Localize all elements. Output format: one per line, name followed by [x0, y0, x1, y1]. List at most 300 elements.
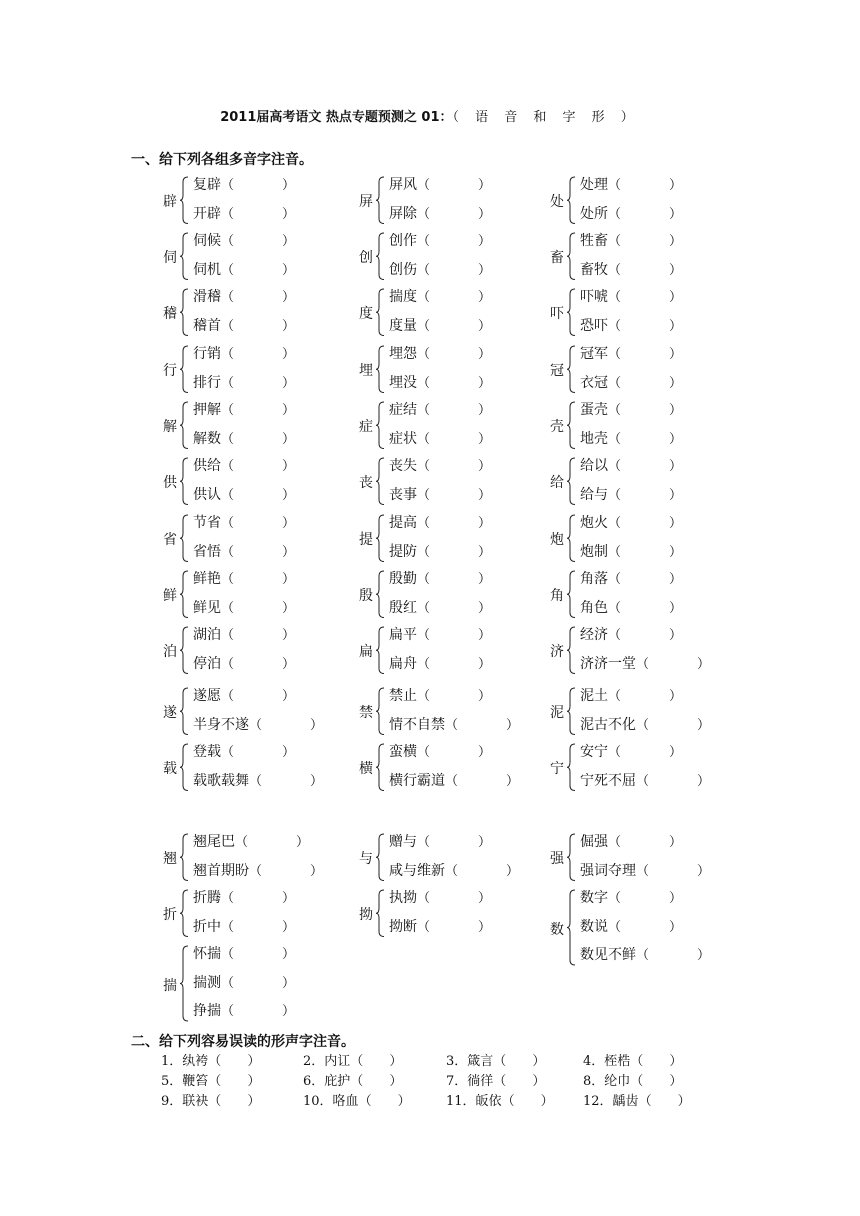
answer-close-paren[interactable]: ） — [282, 975, 296, 991]
answer-open-paren[interactable]: （ — [636, 656, 650, 672]
answer-open-paren[interactable]: （ — [208, 1094, 222, 1109]
word-line — [193, 541, 295, 561]
answer-open-paren[interactable]: （ — [221, 487, 235, 503]
answer-close-paren[interactable]: ） — [247, 1094, 261, 1109]
answer-close-paren[interactable]: ） — [669, 689, 683, 704]
word-line — [389, 315, 491, 335]
group-char: 横 — [359, 761, 373, 778]
answer-open-paren[interactable]: （ — [417, 459, 431, 474]
word-line — [389, 831, 491, 851]
answer-close-paren[interactable]: ） — [478, 318, 492, 334]
answer-open-paren[interactable]: （ — [249, 717, 263, 733]
phonetic-item — [446, 1070, 545, 1089]
answer-close-paren[interactable]: ） — [310, 863, 324, 879]
answer-open-paren[interactable]: （ — [221, 1004, 235, 1019]
answer-close-paren[interactable]: ） — [669, 459, 683, 474]
word: 复辟 — [193, 177, 221, 193]
brace — [375, 514, 385, 563]
answer-open-paren[interactable]: （ — [608, 290, 622, 305]
answer-open-paren[interactable]: （ — [221, 290, 235, 305]
answer-close-paren[interactable]: ） — [282, 628, 296, 643]
word-line — [580, 860, 710, 880]
group-char: 辟 — [163, 194, 177, 211]
word-line — [193, 428, 295, 448]
word: 扁舟 — [389, 655, 417, 672]
answer-close-paren[interactable]: ） — [669, 572, 683, 587]
answer-open-paren[interactable]: （ — [608, 206, 622, 222]
answer-open-paren[interactable]: （ — [221, 600, 235, 616]
answer-close-paren[interactable]: ） — [478, 431, 492, 447]
word: 数见不鲜 — [580, 947, 636, 963]
answer-close-paren[interactable]: ） — [282, 572, 296, 587]
answer-close-paren[interactable]: ） — [282, 600, 296, 616]
phonetic-item — [583, 1070, 682, 1089]
item-word: 庇护 — [324, 1074, 351, 1089]
answer-close-paren[interactable]: ） — [478, 745, 492, 760]
answer-open-paren[interactable]: （ — [417, 628, 431, 643]
answer-close-paren[interactable]: ） — [669, 262, 683, 278]
brace — [179, 626, 189, 675]
answer-close-paren[interactable]: ） — [478, 178, 492, 193]
answer-close-paren[interactable]: ） — [282, 206, 296, 222]
answer-close-paren[interactable]: ） — [310, 717, 324, 733]
answer-open-paren[interactable]: （ — [249, 773, 263, 789]
item-number: 2． — [303, 1054, 325, 1069]
answer-open-paren[interactable]: （ — [608, 516, 622, 531]
word-line — [389, 230, 491, 250]
answer-open-paren[interactable]: （ — [608, 835, 622, 850]
answer-close-paren[interactable]: ） — [669, 835, 683, 850]
answer-open-paren[interactable]: （ — [350, 1054, 364, 1069]
answer-open-paren[interactable]: （ — [221, 431, 235, 447]
answer-open-paren[interactable]: （ — [608, 544, 622, 560]
answer-open-paren[interactable]: （ — [608, 600, 622, 616]
answer-close-paren[interactable]: ） — [478, 835, 492, 850]
word: 创作 — [389, 233, 417, 249]
answer-open-paren[interactable]: （ — [638, 1094, 652, 1109]
brace — [566, 889, 576, 966]
answer-open-paren[interactable]: （ — [417, 600, 431, 616]
answer-close-paren[interactable]: ） — [282, 262, 296, 278]
word: 排行 — [193, 374, 221, 391]
answer-open-paren[interactable]: （ — [417, 572, 431, 587]
answer-close-paren[interactable]: ） — [669, 1074, 683, 1089]
answer-open-paren[interactable]: （ — [608, 745, 622, 760]
word-line — [193, 399, 295, 419]
brace — [566, 457, 576, 506]
word-line — [580, 174, 682, 194]
answer-open-paren[interactable]: （ — [417, 487, 431, 503]
answer-close-paren[interactable]: ） — [697, 656, 711, 672]
answer-open-paren[interactable]: （ — [221, 947, 235, 962]
word-line — [193, 343, 295, 363]
answer-close-paren[interactable]: ） — [669, 544, 683, 560]
brace — [566, 833, 576, 882]
word: 登载 — [193, 744, 221, 760]
word-line — [193, 484, 295, 504]
answer-close-paren[interactable]: ） — [506, 863, 520, 879]
phonetic-item — [583, 1050, 682, 1069]
answer-open-paren[interactable]: （ — [221, 516, 235, 531]
item-number: 7． — [446, 1074, 468, 1089]
word-line — [193, 259, 295, 279]
answer-close-paren[interactable]: ） — [669, 628, 683, 643]
answer-open-paren[interactable]: （ — [221, 572, 235, 587]
answer-close-paren[interactable]: ） — [478, 656, 492, 672]
group-char: 扁 — [359, 644, 373, 661]
word-line — [580, 399, 682, 419]
answer-close-paren[interactable]: ） — [669, 347, 683, 362]
answer-close-paren[interactable]: ） — [478, 516, 492, 531]
answer-close-paren[interactable]: ） — [282, 347, 296, 362]
word-line — [580, 484, 682, 504]
word: 宁死不屈 — [580, 772, 636, 789]
answer-open-paren[interactable]: （ — [221, 544, 235, 560]
answer-close-paren[interactable]: ） — [296, 835, 310, 850]
answer-open-paren[interactable]: （ — [445, 717, 459, 733]
answer-open-paren[interactable]: （ — [501, 1094, 515, 1109]
word-line — [389, 259, 491, 279]
answer-open-paren[interactable]: （ — [608, 628, 622, 643]
answer-close-paren[interactable]: ） — [669, 891, 683, 906]
word: 殷勤 — [389, 571, 417, 587]
word-line — [580, 624, 682, 644]
answer-open-paren[interactable]: （ — [235, 835, 249, 850]
answer-open-paren[interactable]: （ — [417, 516, 431, 531]
answer-close-paren[interactable]: ） — [506, 773, 520, 789]
answer-close-paren[interactable]: ） — [282, 656, 296, 672]
word-line — [580, 455, 682, 475]
item-word: 徜徉 — [467, 1074, 494, 1089]
answer-open-paren[interactable]: （ — [608, 689, 622, 704]
group-char: 揣 — [163, 977, 177, 994]
answer-open-paren[interactable]: （ — [221, 262, 235, 278]
group-char: 泊 — [163, 644, 177, 661]
answer-close-paren[interactable]: ） — [282, 178, 296, 193]
answer-close-paren[interactable]: ） — [669, 919, 683, 935]
word: 伺机 — [193, 261, 221, 278]
answer-close-paren[interactable]: ） — [282, 516, 296, 531]
answer-open-paren[interactable]: （ — [608, 178, 622, 193]
answer-open-paren[interactable]: （ — [608, 919, 622, 935]
answer-open-paren[interactable]: （ — [493, 1074, 507, 1089]
word-line — [389, 568, 491, 588]
answer-close-paren[interactable]: ） — [478, 262, 492, 278]
answer-open-paren[interactable]: （ — [221, 206, 235, 222]
answer-close-paren[interactable]: ） — [669, 487, 683, 503]
word: 节省 — [193, 515, 221, 531]
brace — [375, 345, 385, 394]
answer-close-paren[interactable]: ） — [478, 891, 492, 906]
answer-close-paren[interactable]: ） — [478, 234, 492, 249]
answer-open-paren[interactable]: （ — [221, 234, 235, 249]
word-line — [580, 541, 682, 561]
group-char: 冠 — [550, 363, 564, 380]
answer-close-paren[interactable]: ） — [677, 1094, 691, 1109]
answer-close-paren[interactable]: ） — [282, 431, 296, 447]
answer-open-paren[interactable]: （ — [221, 628, 235, 643]
word: 翘尾巴 — [193, 834, 235, 850]
answer-open-paren[interactable]: （ — [630, 1074, 644, 1089]
word-line — [193, 624, 295, 644]
brace — [179, 288, 189, 337]
answer-open-paren[interactable]: （ — [417, 375, 431, 391]
answer-close-paren[interactable]: ） — [669, 290, 683, 305]
answer-open-paren[interactable]: （ — [417, 919, 431, 935]
answer-close-paren[interactable]: ） — [532, 1054, 546, 1069]
word: 赠与 — [389, 834, 417, 850]
answer-open-paren[interactable]: （ — [221, 745, 235, 760]
answer-open-paren[interactable]: （ — [417, 431, 431, 447]
word-line — [580, 685, 682, 705]
answer-open-paren[interactable]: （ — [417, 347, 431, 362]
answer-open-paren[interactable]: （ — [221, 656, 235, 672]
answer-close-paren[interactable]: ） — [282, 487, 296, 503]
answer-close-paren[interactable]: ） — [478, 459, 492, 474]
word: 数字 — [580, 890, 608, 906]
word-line — [193, 372, 295, 392]
answer-open-paren[interactable]: （ — [221, 403, 235, 418]
answer-open-paren[interactable]: （ — [608, 318, 622, 334]
answer-open-paren[interactable]: （ — [608, 572, 622, 587]
answer-close-paren[interactable]: ） — [669, 1054, 683, 1069]
word-line — [389, 203, 491, 223]
answer-open-paren[interactable]: （ — [608, 234, 622, 249]
answer-open-paren[interactable]: （ — [630, 1054, 644, 1069]
word: 情不自禁 — [389, 716, 445, 733]
answer-open-paren[interactable]: （ — [221, 459, 235, 474]
answer-open-paren[interactable]: （ — [636, 948, 650, 963]
answer-open-paren[interactable]: （ — [417, 689, 431, 704]
answer-close-paren[interactable]: ） — [478, 487, 492, 503]
answer-open-paren[interactable]: （ — [221, 919, 235, 935]
answer-open-paren[interactable]: （ — [417, 318, 431, 334]
brace — [179, 833, 189, 882]
answer-open-paren[interactable]: （ — [221, 178, 235, 193]
word-line — [389, 343, 491, 363]
answer-open-paren[interactable]: （ — [636, 717, 650, 733]
answer-close-paren[interactable]: ） — [478, 600, 492, 616]
answer-close-paren[interactable]: ） — [282, 689, 296, 704]
answer-open-paren[interactable]: （ — [445, 773, 459, 789]
answer-close-paren[interactable]: ） — [669, 375, 683, 391]
answer-open-paren[interactable]: （ — [608, 262, 622, 278]
word: 角落 — [580, 571, 608, 587]
word: 给以 — [580, 458, 608, 474]
answer-close-paren[interactable]: ） — [282, 919, 296, 935]
word-line — [193, 1000, 295, 1020]
answer-close-paren[interactable]: ） — [282, 403, 296, 418]
word: 扁平 — [389, 627, 417, 643]
answer-close-paren[interactable]: ） — [669, 431, 683, 447]
answer-close-paren[interactable]: ） — [478, 290, 492, 305]
answer-close-paren[interactable]: ） — [478, 628, 492, 643]
answer-close-paren[interactable]: ） — [478, 689, 492, 704]
answer-close-paren[interactable]: ） — [282, 459, 296, 474]
answer-open-paren[interactable]: （ — [221, 975, 235, 991]
answer-close-paren[interactable]: ） — [478, 919, 492, 935]
answer-open-paren[interactable]: （ — [221, 375, 235, 391]
answer-open-paren[interactable]: （ — [493, 1054, 507, 1069]
item-word: 龋齿 — [612, 1094, 639, 1109]
answer-close-paren[interactable]: ） — [282, 375, 296, 391]
answer-open-paren[interactable]: （ — [608, 459, 622, 474]
answer-open-paren[interactable]: （ — [608, 403, 622, 418]
answer-close-paren[interactable]: ） — [282, 947, 296, 962]
brace — [375, 833, 385, 882]
answer-close-paren[interactable]: ） — [669, 516, 683, 531]
word-line — [193, 972, 295, 992]
answer-open-paren[interactable]: （ — [221, 891, 235, 906]
word: 鲜艳 — [193, 571, 221, 587]
answer-open-paren[interactable]: （ — [417, 745, 431, 760]
group-char: 壳 — [550, 419, 564, 436]
word-line — [193, 174, 295, 194]
answer-open-paren[interactable]: （ — [221, 347, 235, 362]
word: 冠军 — [580, 346, 608, 362]
answer-close-paren[interactable]: ） — [478, 347, 492, 362]
word: 揣测 — [193, 974, 221, 991]
answer-open-paren[interactable]: （ — [417, 206, 431, 222]
answer-open-paren[interactable]: （ — [417, 891, 431, 906]
answer-open-paren[interactable]: （ — [350, 1074, 364, 1089]
word: 畜牧 — [580, 261, 608, 278]
answer-open-paren[interactable]: （ — [221, 689, 235, 704]
answer-open-paren[interactable]: （ — [608, 347, 622, 362]
answer-close-paren[interactable]: ） — [389, 1074, 403, 1089]
answer-close-paren[interactable]: ） — [669, 745, 683, 760]
title-sub: （ 语 音 和 字 形 ） — [452, 110, 640, 125]
answer-open-paren[interactable]: （ — [608, 431, 622, 447]
brace — [179, 570, 189, 619]
answer-open-paren[interactable]: （ — [417, 234, 431, 249]
answer-open-paren[interactable]: （ — [636, 863, 650, 879]
answer-close-paren[interactable]: ） — [478, 572, 492, 587]
item-word: 纶巾 — [604, 1074, 631, 1089]
answer-close-paren[interactable]: ） — [669, 178, 683, 193]
word-line — [580, 372, 682, 392]
answer-open-paren[interactable]: （ — [208, 1054, 222, 1069]
answer-close-paren[interactable]: ） — [397, 1094, 411, 1109]
brace — [179, 176, 189, 225]
answer-close-paren[interactable]: ） — [669, 600, 683, 616]
answer-close-paren[interactable]: ） — [247, 1074, 261, 1089]
answer-close-paren[interactable]: ） — [697, 863, 711, 879]
word: 遂愿 — [193, 688, 221, 704]
word: 倔强 — [580, 834, 608, 850]
word-line — [580, 568, 682, 588]
group-char: 给 — [550, 475, 564, 492]
answer-open-paren[interactable]: （ — [417, 178, 431, 193]
answer-open-paren[interactable]: （ — [358, 1094, 372, 1109]
answer-close-paren[interactable]: ） — [478, 375, 492, 391]
word: 行销 — [193, 346, 221, 362]
answer-close-paren[interactable]: ） — [282, 290, 296, 305]
answer-open-paren[interactable]: （ — [417, 656, 431, 672]
answer-close-paren[interactable]: ） — [282, 318, 296, 334]
answer-close-paren[interactable]: ） — [389, 1054, 403, 1069]
word: 度量 — [389, 317, 417, 334]
word-line — [389, 428, 491, 448]
answer-open-paren[interactable]: （ — [636, 773, 650, 789]
answer-close-paren[interactable]: ） — [540, 1094, 554, 1109]
answer-close-paren[interactable]: ） — [532, 1074, 546, 1089]
answer-open-paren[interactable]: （ — [608, 375, 622, 391]
answer-open-paren[interactable]: （ — [417, 262, 431, 278]
answer-close-paren[interactable]: ） — [669, 234, 683, 249]
answer-close-paren[interactable]: ） — [282, 1004, 296, 1019]
word-line — [389, 372, 491, 392]
item-number: 5． — [161, 1074, 183, 1089]
word-line — [389, 399, 491, 419]
answer-open-paren[interactable]: （ — [417, 403, 431, 418]
word: 炮制 — [580, 543, 608, 560]
answer-open-paren[interactable]: （ — [221, 318, 235, 334]
word-line — [580, 887, 682, 907]
word: 执拗 — [389, 890, 417, 906]
answer-close-paren[interactable]: ） — [669, 403, 683, 418]
answer-open-paren[interactable]: （ — [417, 835, 431, 850]
group-char: 与 — [359, 851, 373, 868]
word: 滑稽 — [193, 289, 221, 305]
section-2-heading: 二、给下列容易误读的形声字注音。 — [131, 1034, 355, 1050]
answer-open-paren[interactable]: （ — [249, 863, 263, 879]
word: 埋没 — [389, 374, 417, 391]
answer-close-paren[interactable]: ） — [669, 206, 683, 222]
word: 给与 — [580, 486, 608, 503]
answer-open-paren[interactable]: （ — [417, 544, 431, 560]
answer-close-paren[interactable]: ） — [506, 717, 520, 733]
answer-close-paren[interactable]: ） — [478, 544, 492, 560]
phonetic-item — [303, 1070, 402, 1089]
answer-close-paren[interactable]: ） — [697, 948, 711, 963]
answer-open-paren[interactable]: （ — [608, 891, 622, 906]
item-word: 纨袴 — [182, 1054, 209, 1069]
answer-close-paren[interactable]: ） — [247, 1054, 261, 1069]
answer-close-paren[interactable]: ） — [478, 403, 492, 418]
answer-close-paren[interactable]: ） — [282, 891, 296, 906]
word-line — [389, 741, 491, 761]
answer-close-paren[interactable]: ） — [282, 745, 296, 760]
answer-close-paren[interactable]: ） — [310, 773, 324, 789]
answer-close-paren[interactable]: ） — [697, 717, 711, 733]
word: 湖泊 — [193, 627, 221, 643]
word: 蛋壳 — [580, 402, 608, 418]
brace — [375, 176, 385, 225]
answer-close-paren[interactable]: ） — [478, 206, 492, 222]
word-line — [580, 259, 682, 279]
answer-open-paren[interactable]: （ — [608, 487, 622, 503]
word-line — [193, 770, 323, 790]
answer-open-paren[interactable]: （ — [208, 1074, 222, 1089]
answer-open-paren[interactable]: （ — [445, 863, 459, 879]
answer-open-paren[interactable]: （ — [417, 290, 431, 305]
word-line — [389, 916, 491, 936]
word: 泥古不化 — [580, 716, 636, 733]
answer-close-paren[interactable]: ） — [282, 234, 296, 249]
group-char: 角 — [550, 588, 564, 605]
word-line — [580, 944, 710, 964]
answer-close-paren[interactable]: ） — [669, 318, 683, 334]
answer-close-paren[interactable]: ） — [282, 544, 296, 560]
word: 提高 — [389, 515, 417, 531]
word: 伺候 — [193, 233, 221, 249]
group-char: 供 — [163, 475, 177, 492]
phonetic-item — [161, 1050, 260, 1069]
word: 泥土 — [580, 688, 608, 704]
group-char: 度 — [359, 306, 373, 323]
answer-close-paren[interactable]: ） — [697, 773, 711, 789]
